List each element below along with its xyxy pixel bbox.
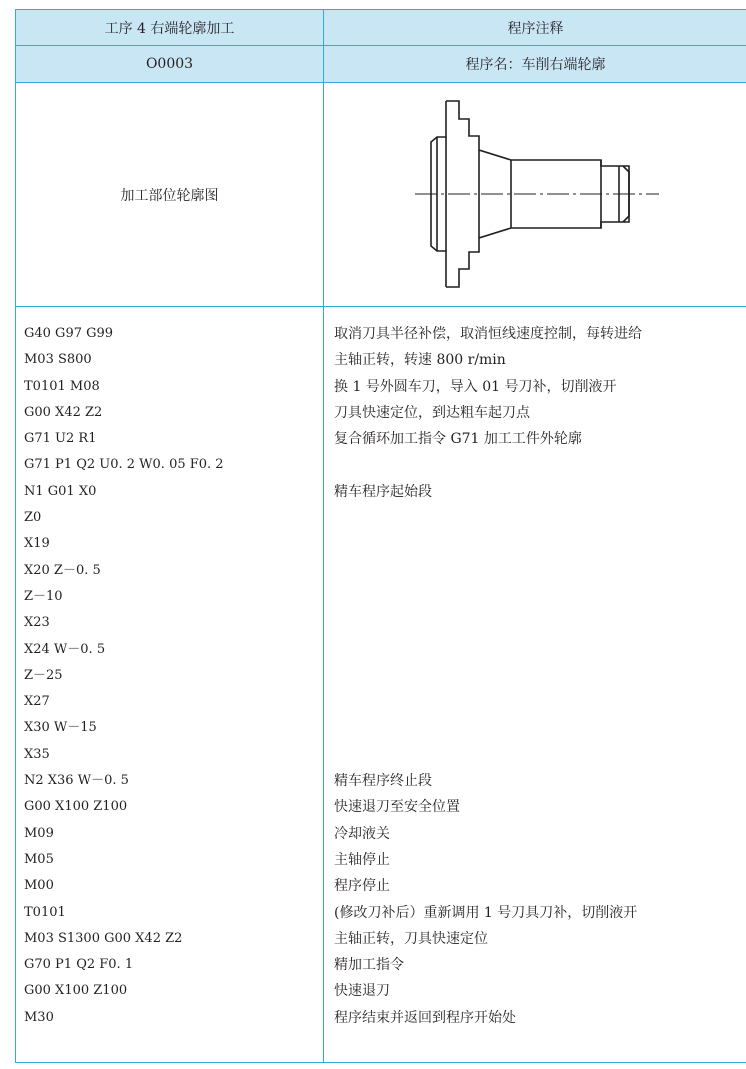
code-line: X20 Z－0. 5 [24,562,101,578]
code-line: Z0 [24,510,42,526]
note-line: 快速退刀 [334,983,390,1000]
note-line: 主轴正转，刀具快速定位 [334,930,488,947]
program-name: 程序名：车削右端轮廓 [465,57,606,73]
code-line: N1 G01 X0 [24,483,97,499]
code-line: T0101 [24,904,66,920]
code-line: M30 [24,1009,54,1025]
note-line [334,531,642,557]
note-line [334,610,642,636]
note-line: 换 1 号外圆车刀，导入 01 号刀补，切削液开 [334,378,617,395]
code-line: T0101 M08 [24,378,100,394]
code-line: M05 [24,851,54,867]
code-line: X30 W－15 [24,720,97,736]
code-line: M00 [24,878,54,894]
header-left-title: 工序 4 右端轮廓加工 [104,20,235,37]
note-line: 主轴正转，转速 800 r/min [334,352,506,369]
code-line: Z－10 [24,588,63,604]
program-number: O0003 [145,56,194,72]
code-line: X24 W－0. 5 [24,641,106,657]
note-line [334,505,642,531]
code-line: G00 X42 Z2 [24,404,103,420]
note-line: (修改刀补后）重新调用 1 号刀具刀补，切削液开 [334,904,638,921]
note-line [334,663,642,689]
code-line: G71 U2 R1 [24,431,97,447]
code-line: X35 [24,746,50,762]
code-line: G71 P1 Q2 U0. 2 W0. 05 F0. 2 [24,457,224,473]
code-line: M03 S800 [24,352,92,368]
program-row [16,46,746,82]
note-line: 精加工指令 [334,957,404,974]
note-line: 精车程序终止段 [334,773,432,790]
note-line: 程序停止 [334,878,390,895]
note-line: 主轴停止 [334,851,390,868]
note-line [334,715,642,741]
note-column [334,321,642,1031]
note-line: 快速退刀至安全位置 [334,799,460,816]
code-line: M03 S1300 G00 X42 Z2 [24,930,183,946]
header-right-title: 程序注释 [507,20,564,37]
note-line: 冷却液关 [334,825,390,842]
code-line: G40 G97 G99 [24,326,114,341]
code-line: X19 [24,536,50,552]
note-line: 刀具快速定位，到达粗车起刀点 [334,404,530,421]
code-line: Z－25 [24,667,63,683]
code-line: X27 [24,694,50,710]
drawing-label: 加工部位轮廓图 [120,187,219,204]
code-line: N2 X36 W－0. 5 [24,773,129,789]
note-line: 程序结束并返回到程序开始处 [334,1009,516,1026]
header-row [16,10,746,45]
code-line: M09 [24,825,54,841]
column-divider [323,10,324,1062]
note-line: 精车程序起始段 [334,483,432,500]
code-line: G70 P1 Q2 F0. 1 [24,957,134,973]
note-line [334,689,642,715]
note-line: 复合循环加工指令 G71 加工工件外轮廓 [334,431,582,448]
note-line [334,452,642,478]
note-line [334,637,642,663]
note-line [334,558,642,584]
divider [16,306,746,307]
code-line: G00 X100 Z100 [24,799,128,815]
code-column [24,321,224,1031]
note-line [334,584,642,610]
part-profile-drawing [401,94,671,294]
code-line: G00 X100 Z100 [24,983,128,999]
code-line: X23 [24,615,50,631]
note-line [334,742,642,768]
note-line: 取消刀具半径补偿，取消恒线速度控制，每转进给 [334,326,642,342]
